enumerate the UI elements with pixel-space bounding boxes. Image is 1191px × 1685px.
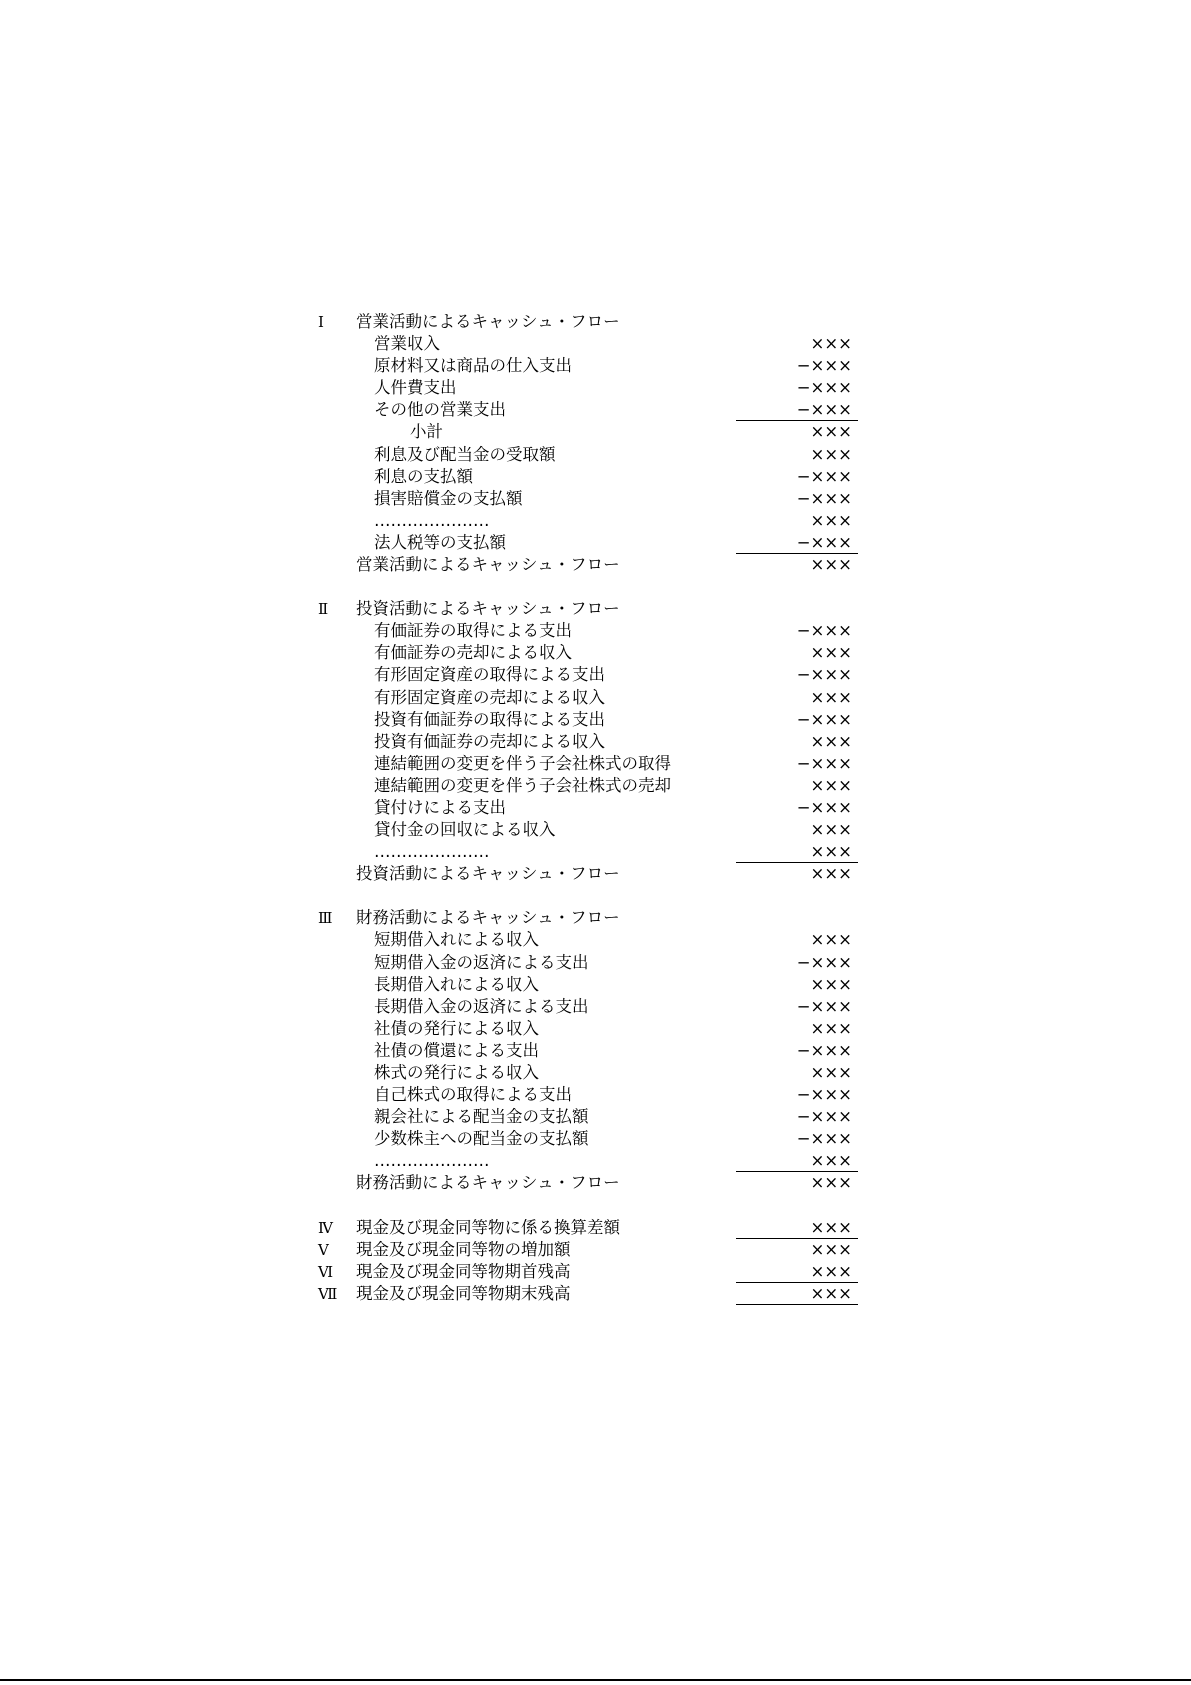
line-item-label: 連結範囲の変更を伴う子会社株式の売却 (374, 775, 671, 795)
line-item-amount: ××× (810, 1063, 852, 1082)
line-item-amount: −××× (796, 466, 852, 486)
line-item-amount: −××× (736, 532, 858, 554)
summary-label: 現金及び現金同等物期末残高 (356, 1283, 571, 1303)
line-item-row (318, 399, 858, 421)
summary-row (318, 1283, 858, 1305)
summary-numeral: Ⅶ (318, 1284, 338, 1303)
line-item-label: ………………… (374, 1151, 490, 1171)
line-item-amount: −××× (796, 709, 852, 729)
line-item-row (318, 421, 858, 443)
section-numeral: Ⅲ (318, 909, 333, 928)
line-item-row (318, 1128, 858, 1150)
summary-amount: ××× (810, 1239, 852, 1259)
line-item-row (318, 1040, 858, 1062)
summary-numeral: Ⅴ (318, 1240, 329, 1259)
line-item-row (318, 775, 858, 797)
line-item-row (318, 731, 858, 753)
line-item-row (318, 974, 858, 996)
line-item-label: 長期借入れによる収入 (374, 974, 539, 994)
line-item-amount: ××× (810, 444, 852, 464)
line-item-label: 自己株式の取得による支出 (374, 1085, 572, 1105)
line-item-amount: −××× (796, 378, 852, 398)
line-item-row (318, 929, 858, 951)
line-item-label: 社債の償還による支出 (374, 1040, 539, 1060)
line-item-row (318, 664, 858, 686)
section-total-amount: ××× (810, 864, 852, 884)
line-item-amount: ××× (810, 687, 852, 707)
line-item-label: 法人税等の支払額 (374, 532, 506, 552)
line-item-row (318, 510, 858, 532)
summary-label: 現金及び現金同等物に係る換算差額 (356, 1217, 620, 1237)
summary-label: 現金及び現金同等物の増加額 (356, 1239, 571, 1259)
line-item-label: 短期借入金の返済による支出 (374, 952, 589, 972)
line-item-row (318, 355, 858, 377)
line-item-row (318, 1084, 858, 1106)
line-item-amount: ××× (810, 775, 852, 795)
section-total-row (318, 863, 858, 885)
line-item-amount: ××× (810, 334, 852, 354)
line-item-row (318, 333, 858, 355)
line-item-label: 連結範囲の変更を伴う子会社株式の取得 (374, 753, 671, 773)
section-heading-row (318, 311, 858, 333)
line-item-label: 有価証券の取得による支出 (374, 621, 572, 641)
line-item-label: 有価証券の売却による収入 (374, 643, 572, 663)
section-total-row (318, 554, 858, 576)
line-item-row (318, 952, 858, 974)
line-item-row (318, 753, 858, 775)
line-item-row (318, 466, 858, 488)
line-item-amount: ××× (810, 422, 852, 442)
line-item-amount: ××× (810, 643, 852, 663)
line-item-row (318, 687, 858, 709)
line-item-label: 損害賠償金の支払額 (374, 488, 523, 508)
section-total-label: 営業活動によるキャッシュ・フロー (356, 555, 620, 575)
line-item-row (318, 532, 858, 554)
line-item-label: 投資有価証券の売却による収入 (374, 731, 605, 751)
line-item-amount: −××× (796, 665, 852, 685)
line-item-amount: ××× (810, 510, 852, 530)
line-item-amount: −××× (796, 996, 852, 1016)
line-item-label: 投資有価証券の取得による支出 (374, 709, 605, 729)
line-item-amount: −××× (736, 399, 858, 421)
line-item-label: 営業収入 (374, 334, 440, 354)
section-spacer (318, 576, 858, 598)
line-item-row (318, 377, 858, 399)
summary-row (318, 1261, 858, 1283)
section-spacer (318, 885, 858, 907)
line-item-label: 人件費支出 (374, 378, 457, 398)
cash-flow-statement (318, 311, 858, 1305)
summary-amount: ××× (736, 1217, 858, 1239)
section-spacer (318, 1195, 858, 1217)
line-item-label: ………………… (374, 842, 490, 862)
line-item-amount: −××× (796, 1129, 852, 1149)
line-item-row (318, 841, 858, 863)
line-item-amount: ××× (810, 731, 852, 751)
line-item-label: 社債の発行による収入 (374, 1018, 539, 1038)
line-item-amount: −××× (796, 1040, 852, 1060)
line-item-amount: ××× (810, 1018, 852, 1038)
section-total-amount: ××× (810, 555, 852, 575)
line-item-label: 小計 (410, 422, 443, 442)
line-item-amount: −××× (796, 1085, 852, 1105)
summary-numeral: Ⅵ (318, 1262, 334, 1281)
section-total-label: 財務活動によるキャッシュ・フロー (356, 1173, 620, 1193)
section-total-label: 投資活動によるキャッシュ・フロー (356, 864, 620, 884)
summary-row (318, 1217, 858, 1239)
section-total-amount: ××× (810, 1173, 852, 1193)
line-item-row (318, 1018, 858, 1040)
line-item-amount: ××× (736, 1150, 858, 1172)
line-item-amount: −××× (796, 797, 852, 817)
section-numeral: Ⅱ (318, 600, 329, 619)
section-title: 営業活動によるキャッシュ・フロー (356, 312, 620, 331)
summary-amount: ××× (736, 1261, 858, 1283)
line-item-row (318, 1062, 858, 1084)
line-item-label: 有形固定資産の取得による支出 (374, 665, 605, 685)
line-item-row (318, 996, 858, 1018)
line-item-amount: ××× (810, 820, 852, 840)
line-item-amount: ××× (810, 974, 852, 994)
section-heading-row (318, 907, 858, 929)
line-item-row (318, 1150, 858, 1172)
line-item-label: 少数株主への配当金の支払額 (374, 1129, 589, 1149)
line-item-label: その他の営業支出 (374, 400, 506, 420)
section-numeral: Ⅰ (318, 313, 324, 331)
line-item-row (318, 819, 858, 841)
line-item-amount: −××× (796, 356, 852, 376)
footer-rule (0, 1679, 1191, 1681)
line-item-label: 短期借入れによる収入 (374, 930, 539, 950)
line-item-label: ………………… (374, 510, 490, 530)
line-item-row (318, 642, 858, 664)
line-item-amount: ××× (810, 930, 852, 950)
line-item-amount: −××× (796, 753, 852, 773)
summary-amount: ××× (736, 1283, 858, 1305)
line-item-amount: −××× (796, 1107, 852, 1127)
line-item-label: 株式の発行による収入 (374, 1063, 539, 1082)
line-item-amount: −××× (796, 621, 852, 641)
line-item-label: 利息の支払額 (374, 466, 473, 486)
line-item-amount: −××× (796, 952, 852, 972)
line-item-label: 貸付けによる支出 (374, 797, 506, 817)
line-item-row (318, 620, 858, 642)
summary-row (318, 1239, 858, 1261)
line-item-amount: ××× (736, 841, 858, 863)
line-item-row (318, 1106, 858, 1128)
line-item-label: 親会社による配当金の支払額 (374, 1107, 589, 1127)
line-item-label: 貸付金の回収による収入 (374, 820, 556, 840)
line-item-label: 有形固定資産の売却による収入 (374, 687, 605, 707)
line-item-label: 長期借入金の返済による支出 (374, 996, 589, 1016)
summary-label: 現金及び現金同等物期首残高 (356, 1261, 571, 1281)
line-item-amount: −××× (796, 488, 852, 508)
line-item-label: 原材料又は商品の仕入支出 (374, 356, 572, 376)
section-title: 投資活動によるキャッシュ・フロー (356, 599, 620, 619)
line-item-row (318, 797, 858, 819)
line-item-row (318, 444, 858, 466)
line-item-label: 利息及び配当金の受取額 (374, 444, 556, 464)
line-item-row (318, 488, 858, 510)
line-item-row (318, 709, 858, 731)
section-total-row (318, 1172, 858, 1194)
section-heading-row (318, 598, 858, 620)
section-title: 財務活動によるキャッシュ・フロー (356, 908, 620, 928)
summary-numeral: Ⅳ (318, 1218, 333, 1237)
